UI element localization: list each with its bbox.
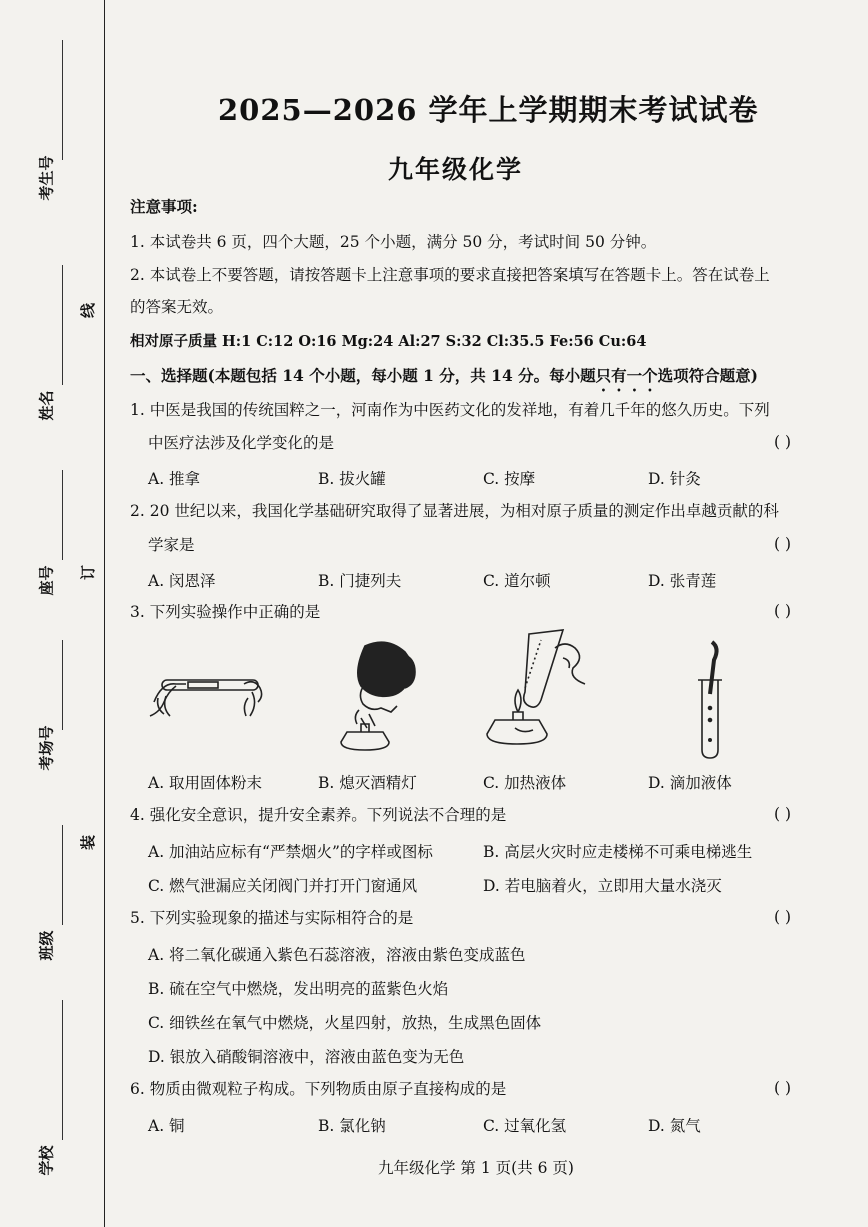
powder-transfer-figure bbox=[148, 662, 268, 732]
q3-option-a: A. 取用固体粉末 bbox=[148, 774, 263, 792]
q4-option-a: A. 加油站应标有“严禁烟火”的字样或图标 bbox=[148, 843, 433, 861]
section-heading-part: 选项符合题意) bbox=[657, 366, 758, 385]
q2-option-a: A. 闵恩泽 bbox=[148, 572, 216, 590]
answer-paren: ( ) bbox=[774, 1079, 792, 1097]
q3-option-b: B. 熄灭酒精灯 bbox=[318, 774, 417, 792]
answer-paren: ( ) bbox=[774, 433, 792, 451]
q1-option-a: A. 推拿 bbox=[148, 470, 201, 488]
answer-paren: ( ) bbox=[774, 805, 792, 823]
section-heading-part: 一、选择题(本题包括 14 个小题，每小题 1 分，共 14 分。每小题 bbox=[130, 366, 596, 385]
question-5-line: 5. 下列实验现象的描述与实际相符合的是 bbox=[130, 909, 414, 927]
section-heading-emphasis: 只有一个 bbox=[595, 366, 658, 385]
binding-line bbox=[104, 0, 105, 1227]
q6-option-d: D. 氮气 bbox=[648, 1117, 701, 1135]
field-label: 考场号 bbox=[37, 725, 56, 771]
field-underline bbox=[62, 40, 63, 160]
field-label: 考生号 bbox=[37, 155, 56, 201]
note-item: 2. 本试卷上不要答题，请按答题卡上注意事项的要求直接把答案填写在答题卡上。答在试卷上 bbox=[130, 266, 770, 284]
note-item: 的答案无效。 bbox=[130, 298, 224, 316]
atomic-mass-line: 相对原子质量 H:1 C:12 O:16 Mg:24 Al:27 S:32 Cl:35.5 Fe:56 Cu:64 bbox=[130, 333, 647, 350]
field-underline bbox=[62, 1000, 63, 1140]
dropping-liquid-figure bbox=[690, 640, 730, 760]
page-footer: 九年级化学 第 1 页(共 6 页) bbox=[378, 1159, 574, 1177]
answer-paren: ( ) bbox=[774, 602, 792, 620]
field-label: 班级 bbox=[37, 930, 56, 961]
q4-option-d: D. 若电脑着火，立即用大量水浇灭 bbox=[483, 877, 722, 895]
answer-paren: ( ) bbox=[774, 908, 792, 926]
field-label: 姓名 bbox=[37, 390, 56, 421]
question-2-line: 2. 20 世纪以来，我国化学基础研究取得了显著进展，为相对原子质量的测定作出卓越贡献的科 bbox=[130, 502, 779, 520]
seal-char-line: 线 bbox=[79, 302, 98, 319]
question-4-line: 4. 强化安全意识，提升安全素养。下列说法不合理的是 bbox=[130, 806, 507, 824]
question-1-line: 1. 中医是我国的传统国粹之一，河南作为中医药文化的发祥地，有着几千年的悠久历史。下列 bbox=[130, 401, 770, 419]
q3-option-c: C. 加热液体 bbox=[483, 774, 567, 792]
binding-margin bbox=[0, 0, 108, 1227]
q5-option-d: D. 银放入硝酸铜溶液中，溶液由蓝色变为无色 bbox=[148, 1048, 465, 1066]
q2-option-b: B. 门捷列夫 bbox=[318, 572, 402, 590]
notes-heading: 注意事项: bbox=[130, 197, 198, 216]
exam-title: 2025—2026 学年上学期期末考试试卷 bbox=[218, 93, 759, 127]
q4-option-c: C. 燃气泄漏应关闭阀门并打开门窗通风 bbox=[148, 877, 418, 895]
q5-option-a: A. 将二氧化碳通入紫色石蕊溶液，溶液由紫色变成蓝色 bbox=[148, 946, 526, 964]
q5-option-c: C. 细铁丝在氧气中燃烧，火星四射，放热，生成黑色固体 bbox=[148, 1014, 542, 1032]
q6-option-c: C. 过氧化氢 bbox=[483, 1117, 567, 1135]
q4-option-b: B. 高层火灾时应走楼梯不可乘电梯逃生 bbox=[483, 843, 753, 861]
field-underline bbox=[62, 825, 63, 925]
seal-char-mount: 装 bbox=[79, 834, 98, 851]
field-underline bbox=[62, 265, 63, 385]
extinguish-lamp-figure bbox=[335, 640, 425, 755]
q3-option-d: D. 滴加液体 bbox=[648, 774, 732, 792]
question-6-line: 6. 物质由微观粒子构成。下列物质由原子直接构成的是 bbox=[130, 1080, 507, 1098]
note-item: 1. 本试卷共 6 页，四个大题，25 个小题，满分 50 分，考试时间 50 分钟。 bbox=[130, 233, 657, 251]
question-2-line: 学家是 bbox=[148, 536, 195, 554]
q6-option-b: B. 氯化钠 bbox=[318, 1117, 386, 1135]
field-label: 学校 bbox=[37, 1145, 56, 1176]
q2-option-c: C. 道尔顿 bbox=[483, 572, 551, 590]
q6-option-a: A. 铜 bbox=[148, 1117, 185, 1135]
q1-option-d: D. 针灸 bbox=[648, 470, 701, 488]
field-label: 座号 bbox=[37, 565, 56, 596]
q2-option-d: D. 张青莲 bbox=[648, 572, 717, 590]
exam-subtitle: 九年级化学 bbox=[388, 155, 524, 184]
seal-char-bind: 订 bbox=[79, 564, 98, 581]
q1-option-b: B. 拔火罐 bbox=[318, 470, 386, 488]
field-underline bbox=[62, 470, 63, 560]
question-3-line: 3. 下列实验操作中正确的是 bbox=[130, 603, 321, 621]
section-heading bbox=[130, 366, 758, 395]
question-1-line: 中医疗法涉及化学变化的是 bbox=[148, 434, 335, 452]
heating-liquid-figure bbox=[485, 628, 595, 753]
q5-option-b: B. 硫在空气中燃烧，发出明亮的蓝紫色火焰 bbox=[148, 980, 449, 998]
field-underline bbox=[62, 640, 63, 730]
q1-option-c: C. 按摩 bbox=[483, 470, 536, 488]
answer-paren: ( ) bbox=[774, 535, 792, 553]
